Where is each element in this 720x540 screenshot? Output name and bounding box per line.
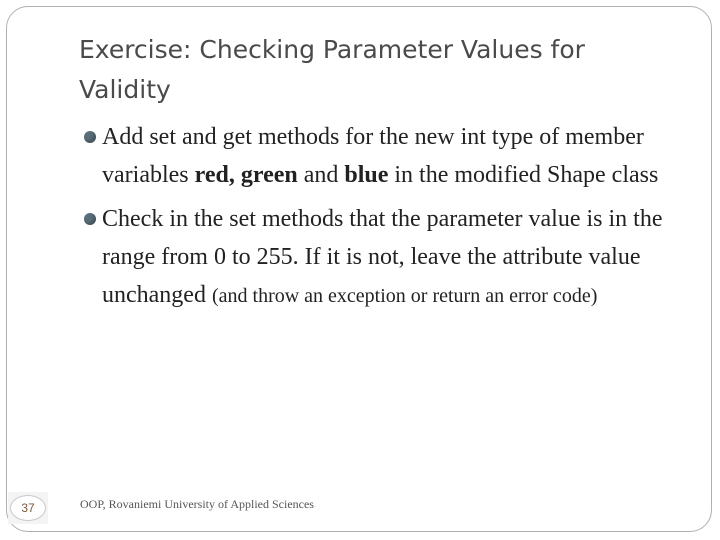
bullet-1-text-c: in the modified Shape class — [388, 162, 659, 188]
slide-title: Exercise: Checking Parameter Values for Validity — [79, 35, 585, 104]
bullet-item-2 — [84, 200, 690, 314]
bullet-icon — [84, 131, 96, 143]
slide-number: 37 — [10, 495, 46, 521]
bullet-icon — [84, 213, 96, 225]
bullet-item-1 — [84, 118, 690, 194]
bullet-list — [84, 118, 690, 320]
bullet-1-bold-blue: blue — [344, 162, 389, 188]
bullet-1-bold-red-green: red, green — [194, 162, 298, 188]
bullet-2-text-a: Check in the set methods that the parameter value is in the range from 0 to 255. If it is not, leave the attribute value unchanged — [102, 206, 663, 308]
bullet-2-text-small: (and throw an exception or return an error code) — [211, 285, 598, 307]
bullet-1-text-b: and — [297, 162, 345, 188]
footer-text: OOP, Rovaniemi University of Applied Sciences — [80, 497, 314, 511]
bullet-1-text-a: Add set and get methods for the new int type of member variables — [102, 124, 644, 188]
